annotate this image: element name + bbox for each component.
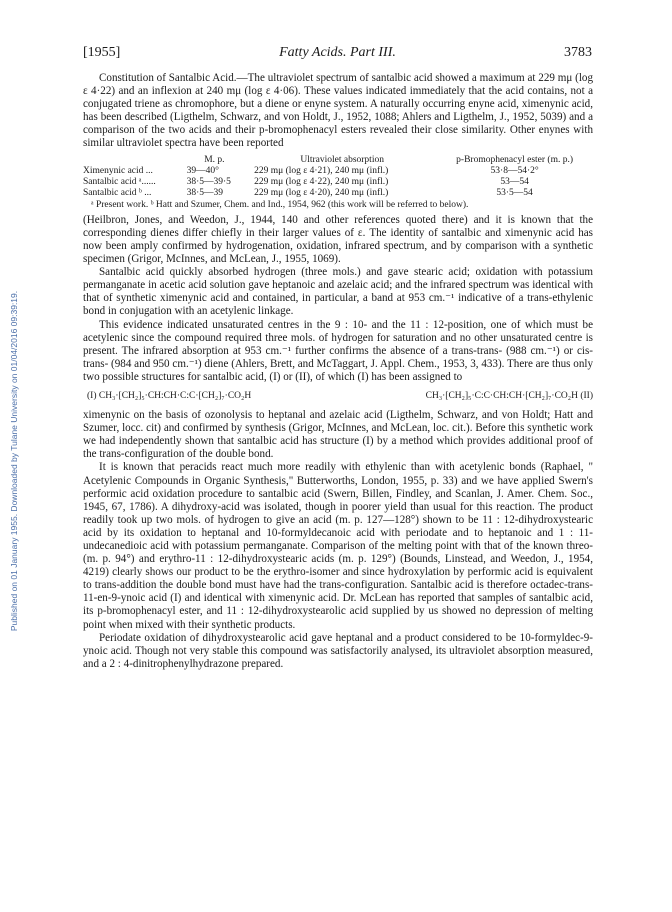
running-title: Fatty Acids. Part III. — [279, 45, 396, 60]
table-cell: 39—40° — [186, 165, 219, 176]
table-cell: 53—54 — [500, 176, 529, 187]
table-cell: 53·8—54·2° — [490, 165, 539, 176]
paragraph-peracids: It is known that peracids react much more readily with ethylenic than with acetylenic bonds (Raphael, " Acetylenic Compounds in Organic Synthesis," Butterworths, London, 1955, p. 33) and we have applied Swern's performic acid oxidation procedure to santalbic acid (Swern, Billen, Findley, and Scanlan, J. Amer. Chem. Soc., 1945, 67, 1786). A dihydroxy-acid was isolated, though in poorer yield than usual for this reaction. The product readily took up two mols. of hydrogen to give an acid (m. p. 127—128°) shown to be 11 : 12-dihydroxystearic acid by its oxidation to heptanal and 10-formyldecanoic acid with periodate and to heptanoic and 1 : 11-undecanedioic acid with potassium permanganate. Comparison of the melting point with that of the known threo- (m. p. 94°) and erythro-11 : 12-dihydroxystearic acids (m. p. 129°) (Bounds, Linstead, and Weedon, J., 1954, 4219) clearly shows our product to be the erythro-isomer and since hydroxylation by performic acid is equivalent to trans-addition the double bond must have had the trans-configuration. Santalbic acid is therefore octadec-trans-11-en-9-ynoic acid (I) and identical with ximenynic acid. Dr. McLean has reported that samples of santalbic acid, its p-bromophenacyl ester, and 11 : 12-dihydroxystearolic acid supplied by us showed no depression of melting point when mixed with their synthetic products. — [83, 461, 593, 631]
table-cell: Santalbic acid ᵃ...... — [83, 176, 156, 187]
table-header-cell — [83, 155, 181, 166]
formula-i: (I) CH₃·[CH₂]₅·CH:CH·C:C·[CH₂]₇·CO₂H — [87, 390, 252, 401]
table-header-row — [83, 155, 593, 166]
table-footnote: ᵃ Present work. ᵇ Hatt and Szumer, Chem. and Ind., 1954, 962 (this work will be referred to below). — [91, 199, 469, 210]
table-row — [83, 177, 593, 188]
table-cell: 53·5—54 — [496, 187, 533, 198]
article-body — [83, 72, 593, 671]
table-cell: Ximenynic acid ... — [83, 165, 153, 176]
running-header — [83, 45, 592, 61]
comparison-table — [83, 155, 593, 199]
paragraph-ozonolysis: ximenynic on the basis of ozonolysis to heptanal and azelaic acid (Ligthelm, Schwarz, and von Holdt; Hatt and Szumer, locc. cit) and confirmed by synthesis (Grigor, McInnes, and McLean, loc. cit.). Before this synthetic work we had independently shown that santalbic acid has structure (I) by a method which provides additional proof of the trans-configuration of the double bond. — [83, 409, 593, 461]
table-header-cell: Ultraviolet absorption — [300, 154, 384, 165]
table-cell: 38·5—39 — [186, 187, 224, 198]
paragraph-evidence: This evidence indicated unsaturated centres in the 9 : 10- and the 11 : 12-position, one of which must be acetylenic since the compound required three mols. of hydrogen for saturation and no other unsaturated centre is present. The infrared absorption at 953 cm.⁻¹ further confirms the absence of a trans-trans- (988 cm.⁻¹) or cis-trans- (984 and 950 cm.⁻¹) diene (Ahlers, Brett, and McTaggart, J. Appl. Chem., 1953, 3, 433). There are thus only two possible structures for santalbic acid, (I) or (II), of which (I) has been assigned to — [83, 318, 593, 383]
table-cell: 229 mμ (log ε 4·22), 240 mμ (infl.) — [254, 176, 389, 187]
formula-ii: CH₃·[CH₂]₅·C:C·CH:CH·[CH₂]₇·CO₂H (II) — [425, 390, 593, 401]
page-number: 3783 — [564, 45, 592, 60]
table-row — [83, 166, 593, 177]
table-cell: 229 mμ (log ε 4·20), 240 mμ (infl.) — [254, 187, 389, 198]
table-cell: Santalbic acid ᵇ ... — [83, 187, 152, 198]
paragraph-periodate: Periodate oxidation of dihydroxystearolic acid gave heptanal and a product considered to be 10-formyldec-9-ynoic acid. Though not very stable this compound was satisfactorily analysed, its ultraviolet absorption measured, and a 2 : 4-dinitrophenylhydrazone prepared. — [83, 631, 593, 670]
table-row — [83, 188, 593, 199]
structure-formulas — [87, 390, 593, 403]
paragraph-hydrogenation: Santalbic acid quickly absorbed hydrogen (three mols.) and gave stearic acid; oxidation with potassium permanganate in acetic acid solution gave heptanoic and azelaic acid; and the infrared spectrum was identical with that of synthetic ximenynic acid and contained, in particular, a band at 953 cm.⁻¹ indicative of a trans-ethylenic bond in conjugation with an acetylenic linkage. — [83, 266, 593, 318]
table-cell: 38·5—39·5 — [186, 176, 231, 187]
table-cell: 229 mμ (log ε 4·21), 240 mμ (infl.) — [254, 165, 389, 176]
paragraph-constitution: Constitution of Santalbic Acid.—The ultraviolet spectrum of santalbic acid showed a maximum at 229 mμ (log ε 4·22) and an inflexion at 240 mμ (log ε 4·06). These values indicated immediately that the acid contains, not a conjugated triene as chromophore, but a diene or enyne system. A naturally occurring enyne acid, ximenynic acid, has been described (Ligthelm, Schwarz, and von Holdt, J., 1952, 1088; Ahlers and Ligthelm, J., 1952, 5039) and a comparison of the two acids and their p-bromophenacyl esters revealed their close similarity. Other enynes with similar ultraviolet spectra have been reported — [83, 72, 593, 150]
year-label: [1955] — [83, 45, 121, 60]
table-header-cell: M. p. — [204, 154, 225, 165]
download-notice: Published on 01 January 1955. Downloaded by Tulane University on 01/04/2016 09:39:19. — [9, 290, 19, 632]
table-header-cell: p-Bromophenacyl ester (m. p.) — [456, 154, 574, 165]
paragraph-identity: (Heilbron, Jones, and Weedon, J., 1944, 140 and other references quoted there) and it is known that the corresponding dienes differ chiefly in their larger values of ε. The identity of santalbic and ximenynic acid has now been amply confirmed by hydrogenation, oxidation, infrared spectrum, and by comparison with a synthetic specimen (Grigor, McInnes, and McLean, J., 1955, 1069). — [83, 213, 593, 266]
